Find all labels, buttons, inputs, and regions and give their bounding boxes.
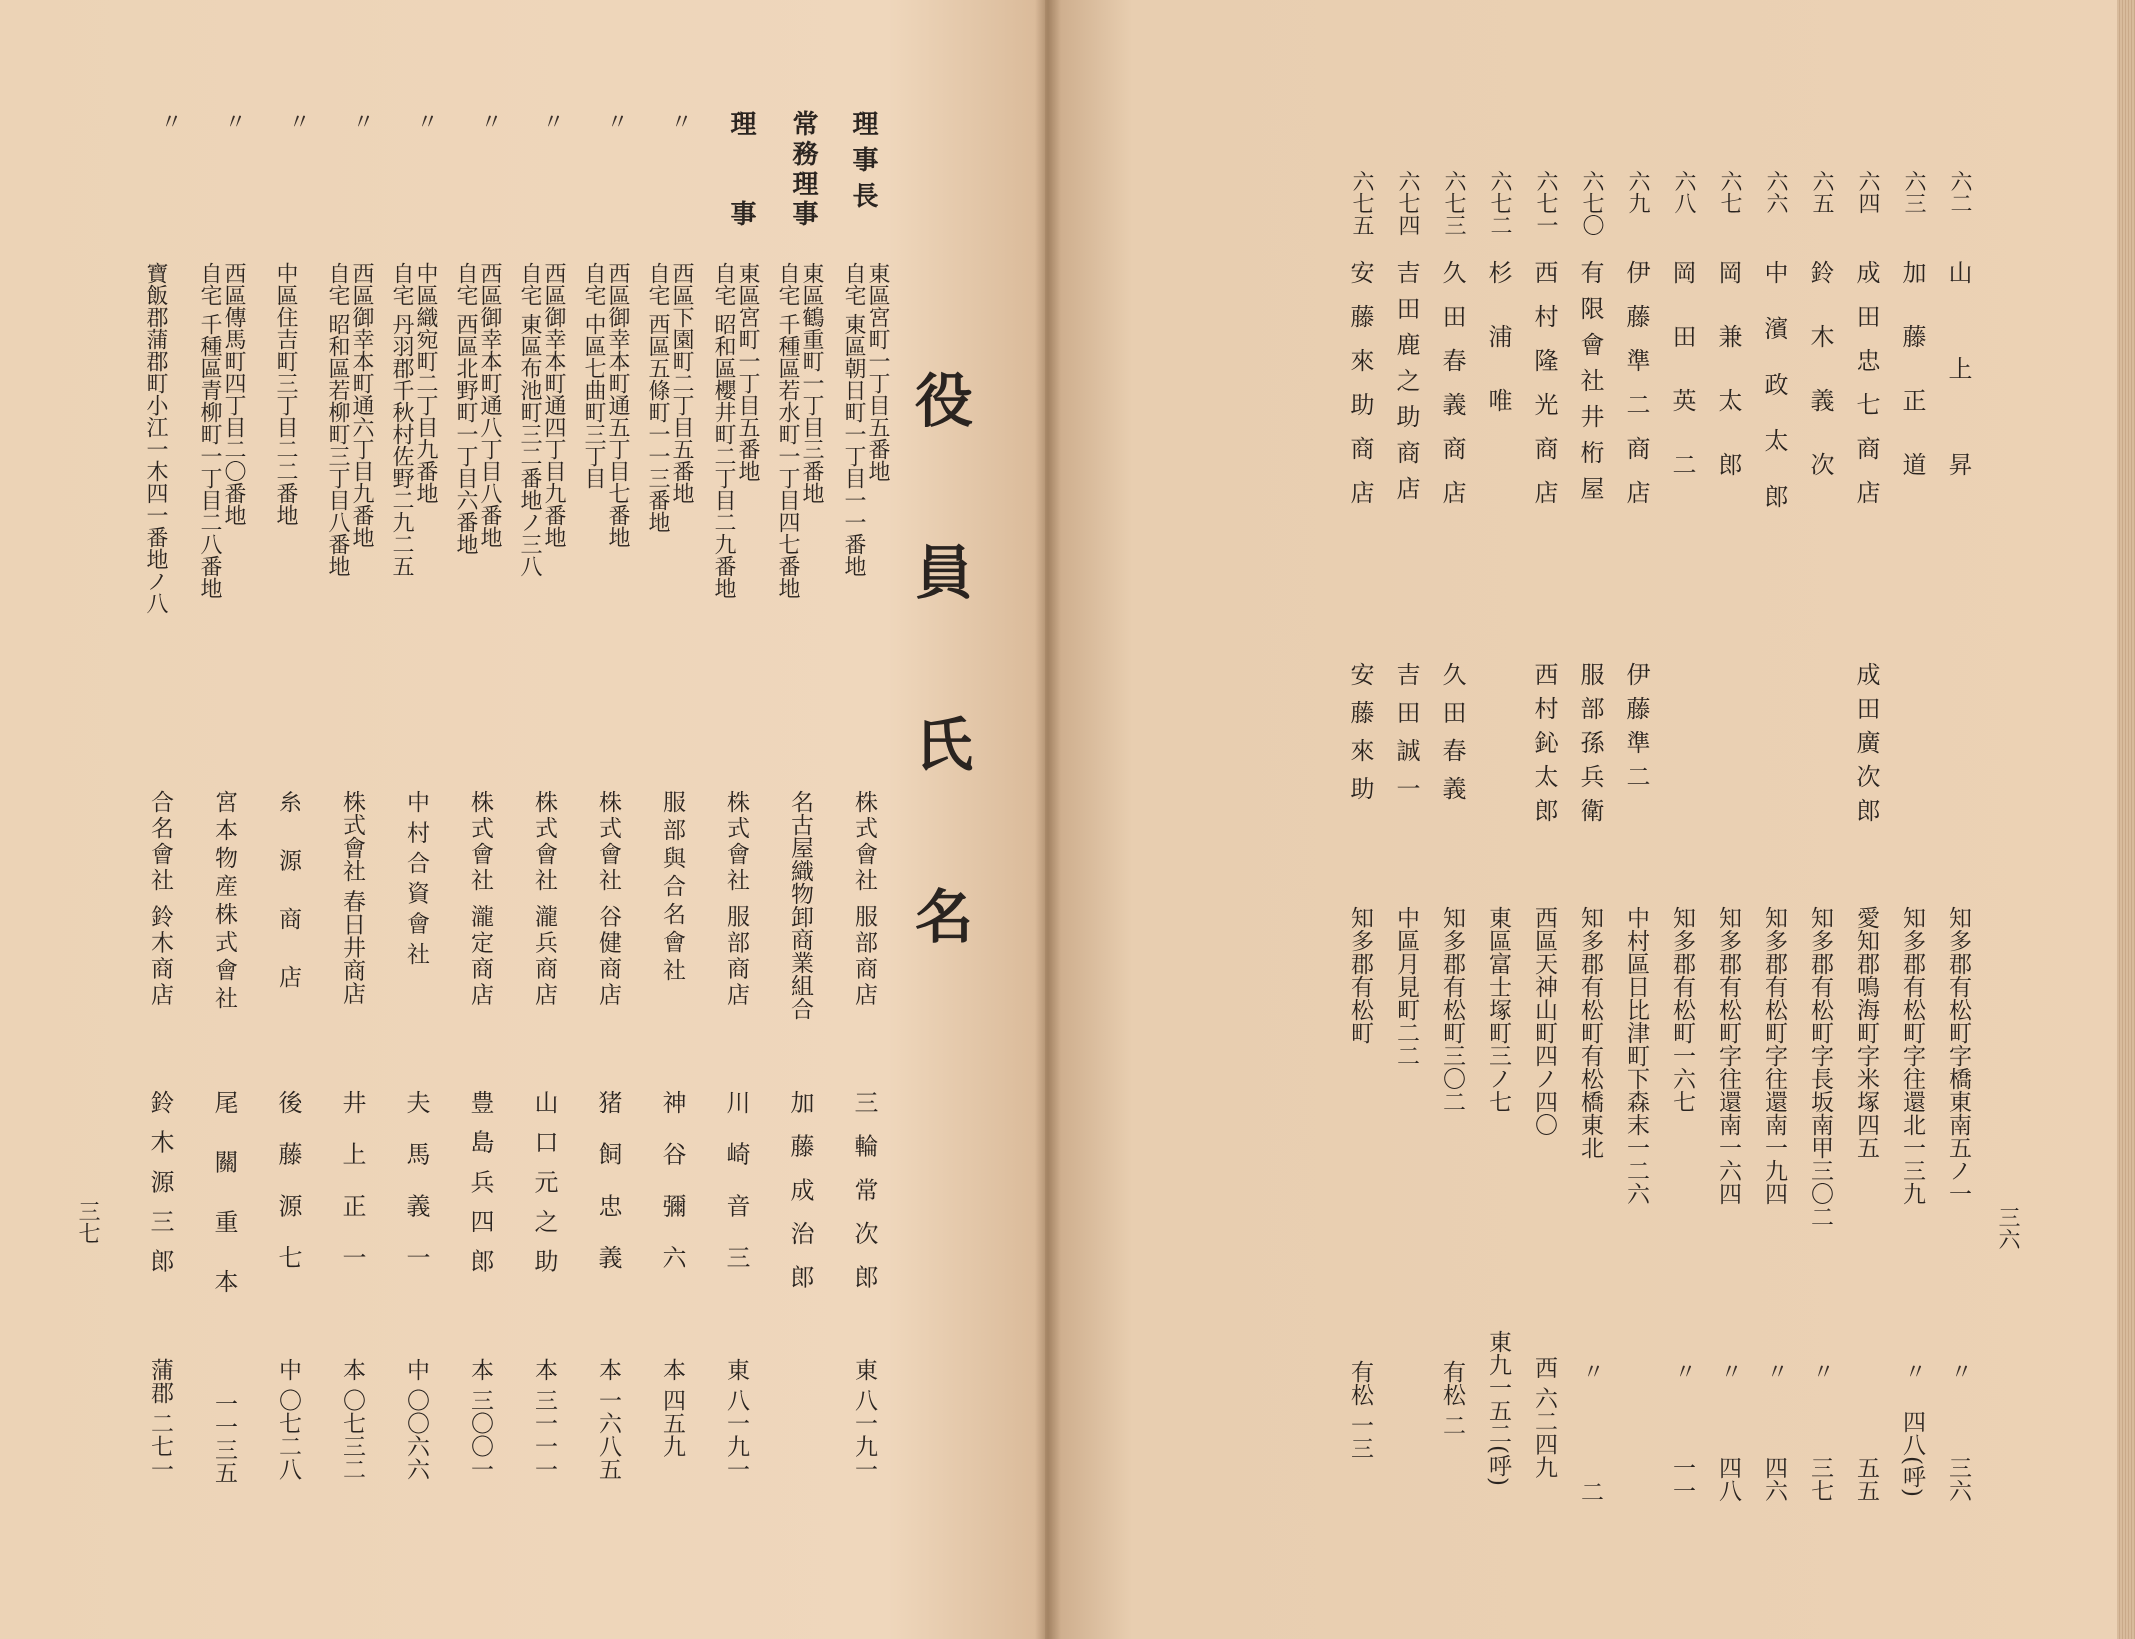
member-phone: 四八(呼) [1899,1410,1925,1497]
officer-phone: 本 〇七三二 [339,1358,365,1481]
member-phone: 一一 [1669,1456,1695,1502]
officer-home: 自宅 昭和區櫻井町二丁目二九番地 [711,262,736,599]
officer-home: 自宅 昭和區若柳町三丁目八番地 [325,262,350,577]
entry-number: 六七五 [1349,170,1374,236]
officer-address: 中區織宛町二丁目九番地 [413,262,438,504]
member-representative: 服部孫兵衛 [1576,662,1604,832]
member-representative: 吉田誠一 [1392,662,1420,814]
officer-home: 自宅 千種區青柳町一丁目二八番地 [197,262,222,599]
ditto-mark: 〃 [1947,1360,1972,1382]
officer-address: 西區御幸本町通六丁目九番地 [349,262,374,548]
member-address: 知多郡有松町字橋東南五ノ一 [1945,906,1971,1205]
officer-company: 株式會社 服部商店 [851,790,877,1009]
officer-phone: 東 八一九一 [851,1358,877,1481]
ditto-mark: 〃 [285,110,310,132]
member-address: 中村區日比津町下森末一二六 [1623,906,1649,1205]
officer-person: 井 上 正 一 [338,1090,366,1279]
member-address: 知多郡有松町有松橋東北 [1577,906,1603,1159]
page-number-right: 三六 [1995,1206,2020,1250]
ditto-mark: 〃 [413,110,438,132]
officer-person: 後 藤 源 七 [274,1090,302,1279]
officer-person: 猪 飼 忠 義 [594,1090,622,1279]
officer-company: 中 村 合 資 會 社 [403,790,429,965]
member-representative: 成田廣次郎 [1852,662,1880,832]
member-name: 吉田鹿之助商店 [1392,260,1420,512]
officer-home: 自宅 東區朝日町一丁目一一番地 [841,262,866,577]
officer-home: 自宅 西區五條町一一三番地 [645,262,670,533]
page-title: 役 員 氏 名 [905,370,973,972]
member-representative: 西村鈊太郎 [1530,662,1558,832]
officer-company: 株式會社 服部商店 [723,790,749,1009]
officer-company: 名古屋織物卸商業組合 [787,790,813,1020]
member-address: 知多郡有松町 [1347,906,1373,1044]
officer-phone: 本 四五九 [659,1358,685,1458]
officer-person: 三 輪 常 次 郎 [850,1090,878,1295]
member-name: 杉 浦 唯 [1484,260,1512,420]
member-address: 知多郡有松町字往還南一九四 [1761,906,1787,1205]
officer-person: 神 谷 彌 六 [658,1090,686,1279]
member-phone: 三六 [1945,1456,1971,1502]
member-phone: 有松 二 [1439,1360,1465,1437]
member-representative: 久田春義 [1438,662,1466,814]
ditto-mark: 〃 [1717,1360,1742,1382]
officer-phone: 一一三五 [211,1392,237,1484]
member-phone: 西 六二四九 [1531,1356,1557,1479]
member-name: 山 上 昇 [1944,260,1972,484]
page-edge [2117,0,2135,1639]
member-phone: 三七 [1807,1456,1833,1502]
officer-address: 西區下園町二丁目五番地 [669,262,694,504]
officer-company: 株式會社 瀧兵商店 [531,790,557,1009]
ditto-mark: 〃 [349,110,374,132]
officer-phone: 中 〇七二八 [275,1358,301,1481]
officer-phone: 中 〇〇六六 [403,1358,429,1481]
member-name: 中 濱 政 太 郎 [1760,260,1788,512]
officer-company: 宮本物産株式會社 [211,790,237,1014]
entry-number: 六七〇 [1579,170,1604,236]
entry-number: 六八 [1671,170,1696,214]
member-name: 西村隆光商店 [1530,260,1558,524]
entry-number: 六三 [1901,170,1926,214]
member-name: 伊藤準二商店 [1622,260,1650,524]
member-name: 有限會社井桁屋 [1576,260,1604,512]
officer-phone: 本 三〇〇一 [467,1358,493,1481]
entry-number: 六七 [1717,170,1742,214]
officer-home: 自宅 千種區若水町一丁目四七番地 [775,262,800,599]
member-name: 安藤來助商店 [1346,260,1374,524]
member-address: 西區天神山町四ノ四〇 [1531,906,1557,1136]
officer-home: 自宅 西區北野町一丁目六番地 [453,262,478,555]
officer-address: 東區鶴重町一丁目三番地 [799,262,824,504]
member-name: 岡 田 英 二 [1668,260,1696,484]
page-number-left: 三七 [75,1200,100,1244]
member-phone: 五五 [1853,1456,1879,1502]
entry-number: 六五 [1809,170,1834,214]
ditto-mark: 〃 [667,110,692,132]
member-address: 中區月見町二二 [1393,906,1419,1067]
officer-company: 株式會社 春日井商店 [339,790,365,1005]
officer-company: 服部與合名會社 [659,790,685,986]
ditto-mark: 〃 [603,110,628,132]
member-address: 知多郡有松町字長坂南甲三〇二 [1807,906,1833,1228]
officer-address: 中區住吉町三丁目二二番地 [273,262,298,526]
member-address: 愛知郡鳴海町字米塚四五 [1853,906,1879,1159]
officer-address: 寶飯郡蒲郡町小江一木四一番地ノ八 [143,262,168,614]
member-phone: 東九一五二(呼) [1485,1330,1511,1486]
officer-home: 自宅 丹羽郡千秋村佐野二九二五 [389,262,414,577]
officer-company: 合名會社 鈴木商店 [147,790,173,1009]
officer-home: 自宅 東區布池町三二番地ノ三八 [517,262,542,577]
entry-number: 六九 [1625,170,1650,214]
book-gutter [1035,0,1061,1639]
officer-address: 西區傳馬町四丁目二〇番地 [221,262,246,526]
officer-home: 自宅 中區七曲町三丁目 [581,262,606,489]
member-phone: 四六 [1761,1456,1787,1502]
officer-address: 西區御幸本町通四丁目九番地 [541,262,566,548]
member-name: 加 藤 正 道 [1898,260,1926,484]
officer-phone: 東 八一九一 [723,1358,749,1481]
ditto-mark: 〃 [539,110,564,132]
ditto-mark: 〃 [1579,1360,1604,1382]
entry-number: 六二 [1947,170,1972,214]
member-representative: 伊藤準二 [1622,662,1650,798]
officer-person: 豊 島 兵 四 郎 [466,1090,494,1277]
member-name: 久田春義商店 [1438,260,1466,524]
member-name: 成田忠七商店 [1852,260,1880,524]
role-chief: 理事長 [848,110,878,218]
member-name: 鈴 木 義 次 [1806,260,1834,484]
officer-company: 糸 源 商 店 [275,790,301,1002]
officer-phone: 蒲郡 二七一 [147,1358,173,1481]
member-name: 岡 兼 太 郎 [1714,260,1742,484]
member-address: 知多郡有松町字往還南一六四 [1715,906,1741,1205]
officer-person: 加 藤 成 治 郎 [786,1090,814,1295]
officer-company: 株式會社 谷健商店 [595,790,621,1009]
officer-person: 鈴 木 源 三 郎 [146,1090,174,1277]
entry-number: 六四 [1855,170,1880,214]
officer-phone: 本 一六八五 [595,1358,621,1481]
officer-address: 西區御幸本町通八丁目八番地 [477,262,502,548]
ditto-mark: 〃 [157,110,182,132]
member-address: 知多郡有松町字往還北一三九 [1899,906,1925,1205]
ditto-mark: 〃 [1809,1360,1834,1382]
member-representative: 安藤來助 [1346,662,1374,814]
officer-address: 東區宮町一丁目五番地 [735,262,760,482]
officer-company: 株式會社 瀧定商店 [467,790,493,1009]
officer-address: 東區宮町一丁目五番地 [865,262,890,482]
member-address: 知多郡有松町三〇二 [1439,906,1465,1113]
ditto-mark: 〃 [1671,1360,1696,1382]
member-phone: 二 [1577,1480,1603,1503]
member-phone: 四八 [1715,1456,1741,1502]
entry-number: 六七四 [1395,170,1420,236]
officer-person: 夫 馬 義 一 [402,1090,430,1279]
ditto-mark: 〃 [221,110,246,132]
entry-number: 六七一 [1533,170,1558,236]
entry-number: 六七二 [1487,170,1512,236]
ditto-mark: 〃 [1901,1360,1926,1382]
officer-phone: 本 三一一一 [531,1358,557,1481]
officer-address: 西區御幸本町通五丁目七番地 [605,262,630,548]
entry-number: 六七三 [1441,170,1466,236]
entry-number: 六六 [1763,170,1788,214]
officer-person: 川 崎 音 三 [722,1090,750,1279]
officer-person: 山 口 元 之 助 [530,1090,558,1277]
member-address: 東區富士塚町三ノ七 [1485,906,1511,1113]
role-director: 理 事 [726,110,756,230]
member-address: 知多郡有松町一六七 [1669,906,1695,1113]
officer-person: 尾 關 重 本 [210,1090,238,1307]
role-managing: 常務理事 [788,110,818,230]
ditto-mark: 〃 [477,110,502,132]
member-phone: 有松 一三 [1347,1360,1373,1460]
ditto-mark: 〃 [1763,1360,1788,1382]
